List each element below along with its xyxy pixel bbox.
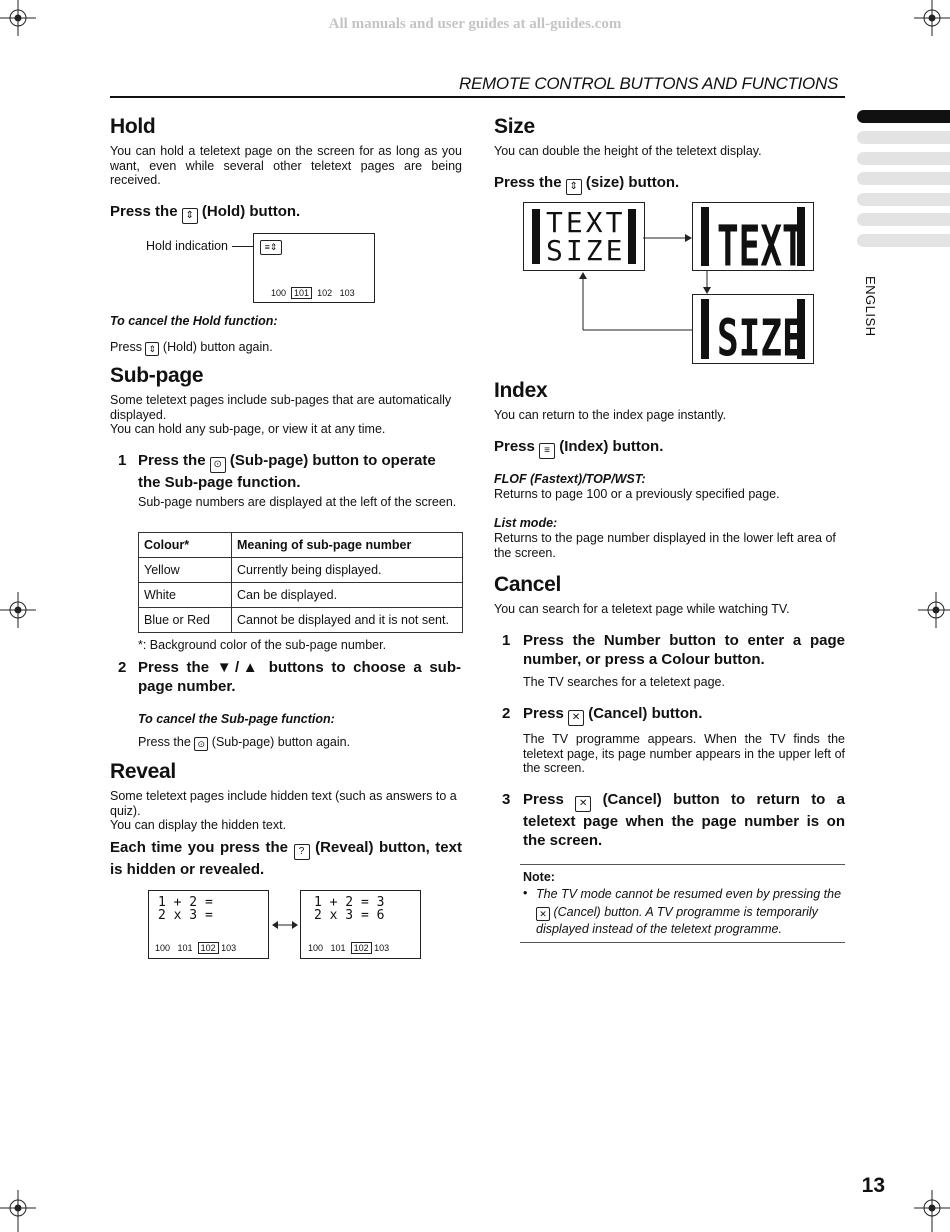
hold-heading: Hold [110, 115, 156, 138]
reveal-instruction [110, 838, 462, 879]
table-cell: Can be displayed. [232, 583, 463, 608]
table-cell: Yellow [139, 558, 232, 583]
cancel-step3-number: 3 [502, 791, 511, 808]
subpage-cancel-pre: Press the [138, 735, 191, 749]
page-number: 103 [374, 943, 390, 953]
reveal-instruction-post: (Reveal) button, text is hidden or revealed. [110, 839, 462, 878]
size-top-line: TEXT [717, 215, 804, 271]
subpage-footnote: *: Background color of the sub-page number. [138, 638, 387, 652]
size-normal-line2: SIZE [546, 234, 626, 267]
size-normal-line1: TEXT [546, 206, 626, 239]
table-cell: Blue or Red [139, 608, 232, 633]
cancel-step2-pre: Press [523, 705, 564, 722]
table-header: Colour* [139, 533, 232, 558]
subpage-step1 [138, 451, 461, 492]
page-number: 103 [339, 288, 355, 298]
cancel-step2-post: (Cancel) button. [588, 705, 703, 722]
size-instruction-post: (size) button. [585, 174, 680, 191]
cancel-step1-number: 1 [502, 632, 511, 649]
reveal-button-icon: ? [294, 844, 310, 860]
hold-indication-label: Hold indication [146, 239, 228, 253]
section-tab [857, 131, 950, 144]
cancel-button-icon: ✕ [575, 796, 591, 812]
page-number-current: 101 [291, 287, 312, 299]
registration-mark-mid-right [918, 592, 950, 628]
language-label: ENGLISH [863, 276, 878, 337]
registration-mark-bottom-right [914, 1190, 950, 1232]
reveal-revealed-line: 2 x 3 = 6 [314, 908, 385, 923]
hold-cancel-body [110, 340, 273, 356]
reveal-page-numbers [308, 943, 389, 953]
table-row [139, 583, 463, 608]
subpage-button-icon: ⊙ [210, 457, 226, 473]
hold-screen-illustration [253, 233, 375, 303]
reveal-toggle-arrow [272, 919, 298, 931]
screen-bar [532, 209, 540, 264]
cancel-step2-number: 2 [502, 705, 511, 722]
index-list-body: Returns to the page number displayed in the lower left area of the screen. [494, 531, 836, 560]
page-number-current: 102 [351, 942, 372, 954]
page-number: 13 [861, 1174, 885, 1197]
section-tab [857, 172, 950, 185]
table-cell: Currently being displayed. [232, 558, 463, 583]
subpage-intro [110, 393, 462, 437]
hold-instruction-pre: Press the [110, 203, 178, 220]
index-instruction-post: (Index) button. [559, 438, 664, 455]
page-number: 101 [330, 943, 346, 953]
table-cell: White [139, 583, 232, 608]
registration-mark-mid-left [0, 592, 36, 628]
cancel-step3-post: (Cancel) button to return to a teletext page when the page number is on the screen. [523, 791, 846, 849]
running-head: REMOTE CONTROL BUTTONS AND FUNCTIONS [459, 74, 838, 93]
index-instruction [494, 437, 844, 459]
index-heading: Index [494, 379, 548, 402]
page-number: 100 [271, 288, 287, 298]
cancel-button-icon: ✕ [536, 907, 550, 921]
section-tab [857, 234, 950, 247]
note-body-post: (Cancel) button. A TV programme is temporarily displayed instead of the teletext programme. [536, 904, 818, 936]
table-header: Meaning of sub-page number [232, 533, 463, 558]
size-heading: Size [494, 115, 535, 138]
page-number: 101 [177, 943, 193, 953]
cancel-step3 [523, 790, 845, 850]
cancel-intro: You can search for a teletext page while watching TV. [494, 602, 790, 616]
hold-intro: You can hold a teletext page on the screen for as long as you want, even while several other teletext pages are being received. [110, 144, 462, 187]
section-tab [857, 152, 950, 165]
index-flof-title: FLOF (Fastext)/TOP/WST: [494, 472, 646, 486]
subpage-intro-line1: Some teletext pages include sub-pages that are automatically displayed. [110, 393, 452, 422]
reveal-heading: Reveal [110, 760, 176, 783]
reveal-instruction-pre: Each time you press the [110, 839, 289, 856]
cancel-step3-pre: Press [523, 791, 564, 808]
section-tab [857, 193, 950, 206]
hold-cancel-title: To cancel the Hold function: [110, 314, 278, 328]
hold-page-numbers [271, 288, 355, 298]
index-instruction-pre: Press [494, 438, 535, 455]
page-number: 102 [317, 288, 333, 298]
index-list-title: List mode: [494, 516, 558, 530]
subpage-cancel-title: To cancel the Sub-page function: [138, 712, 335, 726]
index-button-icon: ≡ [539, 443, 555, 459]
size-intro: You can double the height of the teletext display. [494, 144, 762, 158]
hold-instruction [110, 202, 462, 224]
note-top-rule [520, 864, 845, 865]
watermark: All manuals and user guides at all-guides.com [328, 16, 622, 32]
subpage-table [138, 532, 463, 633]
hold-indicator-icon: ≡⇕ [260, 240, 282, 255]
cancel-step2-body: The TV programme appears. When the TV finds the teletext page, its page number appears in the upper left of the screen. [523, 732, 845, 775]
table-row [139, 608, 463, 633]
reveal-intro-line1: Some teletext pages include hidden text (such as answers to a quiz). [110, 789, 457, 818]
hold-cancel-post: (Hold) button again. [162, 340, 273, 354]
cancel-step1: Press the Number button to enter a page number, or press a Colour button. [523, 632, 845, 668]
note-bullet: • [523, 886, 528, 900]
index-intro: You can return to the index page instantly. [494, 408, 727, 422]
reveal-hidden-line: 1 + 2 = [158, 895, 213, 910]
size-button-icon: ⇕ [566, 179, 582, 195]
subpage-heading: Sub-page [110, 364, 204, 387]
hold-button-icon: ⇕ [145, 342, 159, 356]
reveal-page-numbers [155, 943, 236, 953]
size-flow-arrows [575, 230, 715, 334]
page-number-current: 102 [198, 942, 219, 954]
table-header-row [139, 533, 463, 558]
index-flof-body: Returns to page 100 or a previously specified page. [494, 487, 780, 501]
reveal-intro-line2: You can display the hidden text. [110, 818, 287, 832]
cancel-step2 [523, 704, 845, 726]
header-rule [110, 96, 845, 98]
subpage-cancel-body [138, 735, 350, 751]
subpage-step1-post: (Sub-page) button to operate the Sub-page function. [138, 452, 436, 491]
subpage-intro-line2: You can hold any sub-page, or view it at any time. [110, 422, 386, 436]
reveal-intro [110, 789, 462, 833]
table-cell: Cannot be displayed and it is not sent. [232, 608, 463, 633]
subpage-step1-body: Sub-page numbers are displayed at the left of the screen. [138, 495, 457, 509]
subpage-cancel-post: (Sub-page) button again. [211, 735, 351, 749]
section-tab-active [857, 110, 950, 123]
hold-button-icon: ⇕ [182, 208, 198, 224]
reveal-revealed-line: 1 + 2 = 3 [314, 895, 385, 910]
reveal-hidden-screen [148, 890, 269, 959]
registration-mark-bottom-left [0, 1190, 36, 1232]
table-row [139, 558, 463, 583]
subpage-step2: Press the ▼/▲ buttons to choose a sub-page number. [138, 659, 461, 695]
page-number: 100 [155, 943, 171, 953]
subpage-step1-pre: Press the [138, 452, 206, 469]
cancel-button-icon: ✕ [568, 710, 584, 726]
note-title: Note: [523, 870, 555, 884]
note-body-pre: The TV mode cannot be resumed even by pressing the [536, 887, 842, 901]
subpage-step1-number: 1 [118, 452, 127, 469]
reveal-revealed-screen [300, 890, 421, 959]
size-instruction [494, 173, 844, 195]
note-bottom-rule [520, 942, 845, 943]
hold-instruction-post: (Hold) button. [201, 203, 301, 220]
hold-cancel-pre: Press [110, 340, 142, 354]
reveal-hidden-line: 2 x 3 = [158, 908, 213, 923]
cancel-heading: Cancel [494, 573, 562, 596]
cancel-step1-body: The TV searches for a teletext page. [523, 675, 725, 689]
note-body [536, 886, 845, 939]
section-tab [857, 213, 950, 226]
size-instruction-pre: Press the [494, 174, 562, 191]
page-number: 103 [221, 943, 237, 953]
page-number: 100 [308, 943, 324, 953]
subpage-button-icon: ⊙ [194, 737, 208, 751]
size-bottom-line: SIZE [717, 310, 804, 364]
subpage-step2-number: 2 [118, 659, 127, 676]
